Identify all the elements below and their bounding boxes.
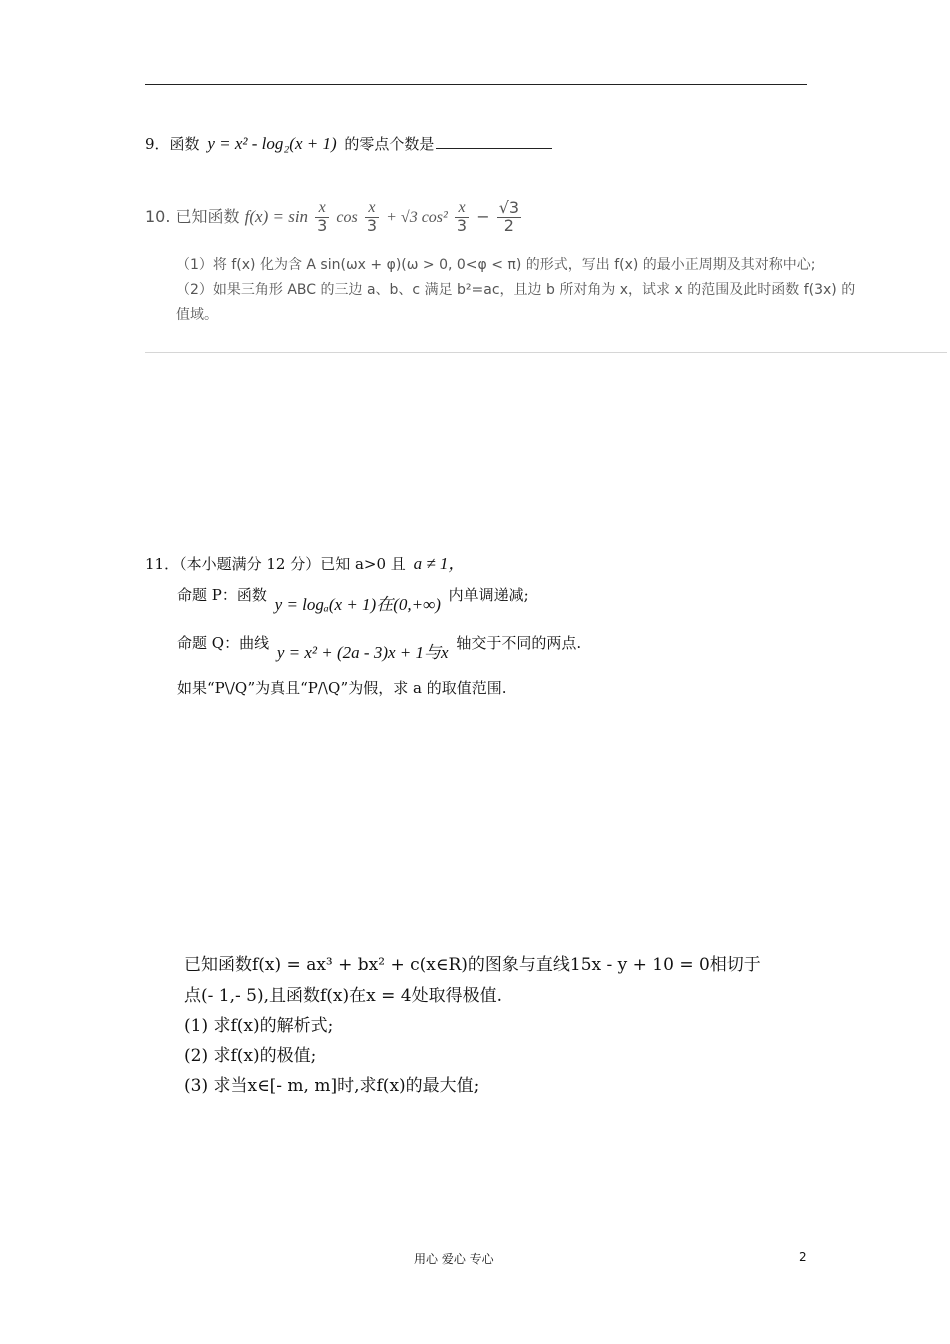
q12-line-1: 已知函数f(x) = ax³ + bx² + c(x∈R)的图象与直线15x - y + 10 = 0相切于 bbox=[184, 955, 761, 975]
q10-part-2-cont: 值域。 bbox=[176, 307, 218, 323]
q11-p-suffix: 内单调递减; bbox=[448, 586, 529, 604]
q12-item-2: (2) 求f(x)的极值; bbox=[184, 1046, 317, 1066]
q10-frac4-den: 2 bbox=[503, 215, 514, 235]
question-10-title bbox=[145, 200, 523, 235]
q9-answer-blank[interactable] bbox=[436, 134, 552, 149]
q10-frac-1 bbox=[315, 200, 329, 235]
q11-proposition-q bbox=[177, 628, 582, 662]
q11-q-formula: y = x² + (2a - 3)x + 1与x bbox=[276, 643, 449, 662]
q10-part-2: （2）如果三角形 ABC 的三边 a、b、c 满足 b²=ac，且边 b 所对角为 x，试求 x 的范围及此时函数 f(3x) 的 bbox=[176, 282, 856, 298]
q10-frac1-num: x bbox=[315, 200, 329, 218]
q10-part-1: （1）将 f(x) 化为含 A sin(ωx + φ)(ω > 0, 0<φ < π) 的形式，写出 f(x) 的最小正周期及其对称中心; bbox=[176, 257, 816, 273]
q10-frac3-num: x bbox=[455, 200, 469, 218]
q11-p-label: 命题 P：函数 bbox=[177, 586, 267, 604]
q10-formula-mid: + √3 cos² bbox=[386, 208, 448, 226]
q10-frac-3 bbox=[455, 200, 469, 235]
page-number: 2 bbox=[799, 1250, 807, 1264]
q11-p-formula: y = logₐ(x + 1)在(0,+∞) bbox=[274, 595, 441, 614]
q12-item-3: (3) 求当x∈[- m, m]时,求f(x)的最大值; bbox=[184, 1076, 480, 1096]
q11-title: 11．（本小题满分 12 分）已知 a>0 且 bbox=[145, 555, 406, 573]
q11-proposition-p bbox=[177, 580, 529, 614]
q10-title-prefix: 10. 已知函数 bbox=[145, 206, 240, 226]
q10-formula-minus: − bbox=[476, 206, 490, 226]
q10-frac-2 bbox=[365, 200, 379, 235]
q9-formula: y = x² - log₂(x + 1) bbox=[207, 134, 337, 153]
q10-frac4-num: √3 bbox=[498, 198, 520, 217]
q10-frac3-den: 3 bbox=[456, 215, 468, 235]
q9-prefix: 9．函数 bbox=[145, 135, 200, 153]
q11-q-label: 命题 Q：曲线 bbox=[177, 634, 270, 652]
question-11-title bbox=[145, 549, 465, 574]
q12-item-1: (1) 求f(x)的解析式; bbox=[184, 1016, 334, 1036]
q10-frac-4 bbox=[497, 200, 521, 235]
q11-q-suffix: 轴交于不同的两点. bbox=[456, 634, 582, 652]
question-9 bbox=[145, 133, 552, 154]
q9-suffix: 的零点个数是 bbox=[344, 135, 435, 153]
q10-frac2-num: x bbox=[365, 200, 379, 218]
footer-text: 用心 爱心 专心 bbox=[414, 1252, 494, 1266]
q10-frac1-den: 3 bbox=[317, 215, 328, 235]
q11-condition: 如果“P\/Q”为真且“P/\Q”为假，求 a 的取值范围. bbox=[177, 679, 507, 697]
q10-image-border bbox=[145, 352, 947, 353]
q10-frac2-den: 3 bbox=[366, 215, 378, 235]
q10-formula-lhs: f(x) = sin bbox=[244, 206, 309, 226]
q10-formula-cos: cos bbox=[336, 208, 358, 226]
q11-title-formula: a ≠ 1， bbox=[413, 554, 466, 573]
q12-line-2: 点(- 1,- 5),且函数f(x)在x = 4处取得极值. bbox=[184, 986, 503, 1006]
header-rule bbox=[145, 84, 807, 85]
